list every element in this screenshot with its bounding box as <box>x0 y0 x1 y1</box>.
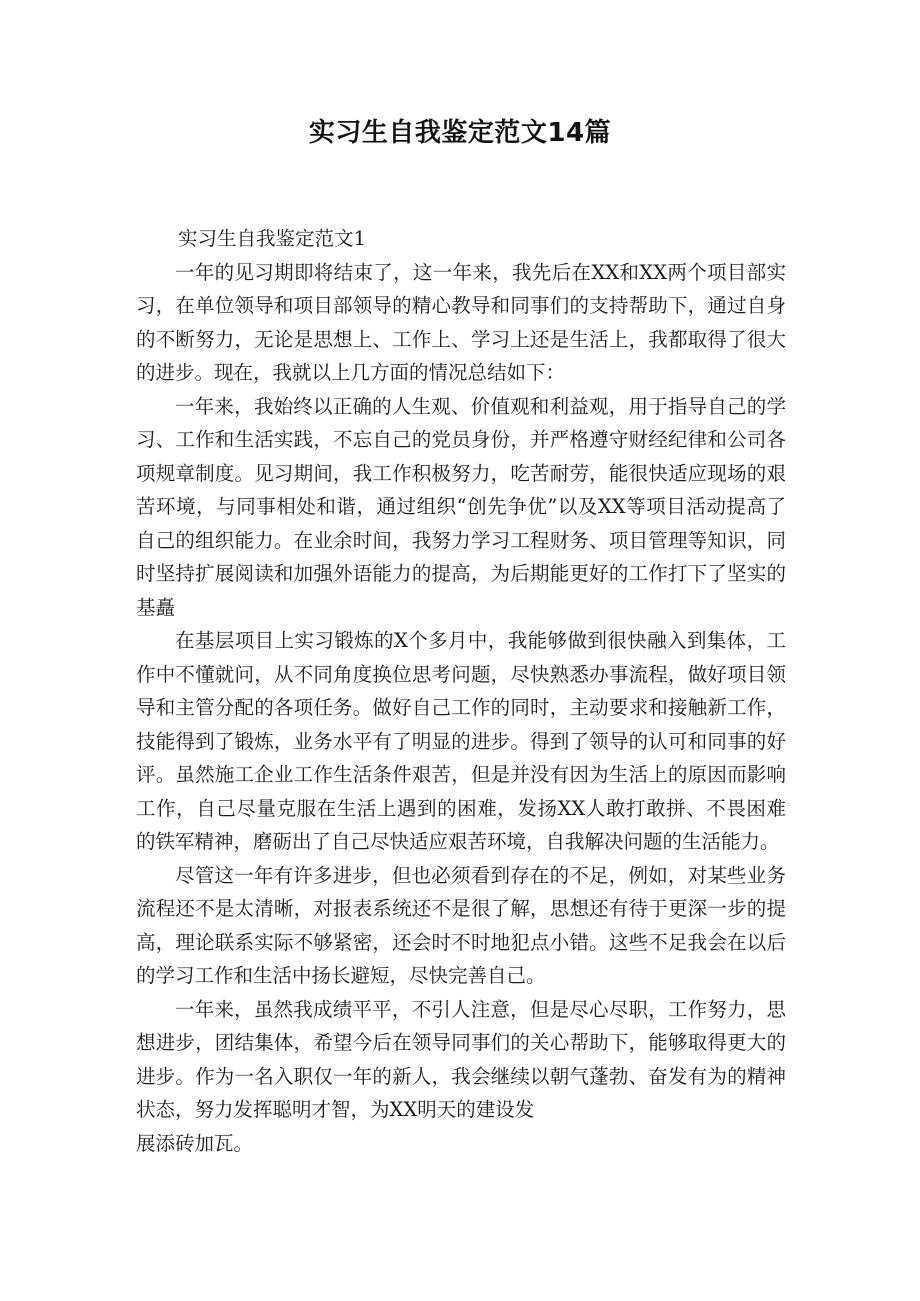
paragraph-2: 一年来，我始终以正确的人生观、价值观和利益观，用于指导自己的学习、工作和生活实践，不忘自己的党员身份，并严格遵守财经纪律和公司各项规章制度。见习期间，我工作积极努力，吃苦耐劳，能很快适应现场的艰苦环境，与同事相处和谐，通过组织“创先争优”以及XX等项目活动提高了自己的组织能力。在业余时间，我努力学习工程财务、项目管理等知识，同时坚持扩展阅读和加强外语能力的提高，为后期能更好的工作打下了坚实的基矗 <box>136 394 786 619</box>
paragraph-3: 在基层项目上实习锻炼的X个多月中，我能够做到很快融入到集体，工作中不懂就问，从不同角度换位思考问题，尽快熟悉办事流程，做好项目领导和主管分配的各项任务。做好自己工作的同时，主动要求和接触新工作，技能得到了锻炼，业务水平有了明显的进步。得到了领导的认可和同事的好评。虽然施工企业工作生活条件艰苦，但是并没有因为生活上的原因而影响工作，自己尽量克服在生活上遇到的困难，发扬XX人敢打敢拼、不畏困难的铁军精神，磨砺出了自己尽快适应艰苦环境，自我解决问题的生活能力。 <box>136 629 786 853</box>
section-heading: 实习生自我鉴定范文1 <box>178 227 366 250</box>
paragraph-1: 一年的见习期即将结束了，这一年来，我先后在XX和XX两个项目部实习，在单位领导和项目部领导的精心教导和同事们的支持帮助下，通过自身的不断努力，无论是思想上、工作上、学习上还是生活上，我都取得了很大的进步。现在，我就以上几方面的情况总结如下： <box>136 260 786 384</box>
paragraph-4: 尽管这一年有许多进步，但也必须看到存在的不足，例如，对某些业务流程还不是太清晰，对报表系统还不是很了解，思想还有待于更深一步的提高，理论联系实际不够紧密，还会时不时地犯点小错。这些不足我会在以后的学习工作和生活中扬长避短，尽快完善自己。 <box>136 863 786 987</box>
paragraph-5: 一年来，虽然我成绩平平，不引人注意，但是尽心尽职，工作努力，思想进步，团结集体，希望今后在领导同事们的关心帮助下，能够取得更大的进步。作为一名入职仅一年的新人，我会继续以朝气蓬勃、奋发有为的精神状态，努力发挥聪明才智，为XX明天的建设发 <box>136 997 786 1121</box>
paragraph-5-tail: 展添砖加瓦。 <box>136 1131 254 1155</box>
document-title: 实习生自我鉴定范文14篇 <box>308 118 612 148</box>
document-body <box>136 222 786 1160</box>
